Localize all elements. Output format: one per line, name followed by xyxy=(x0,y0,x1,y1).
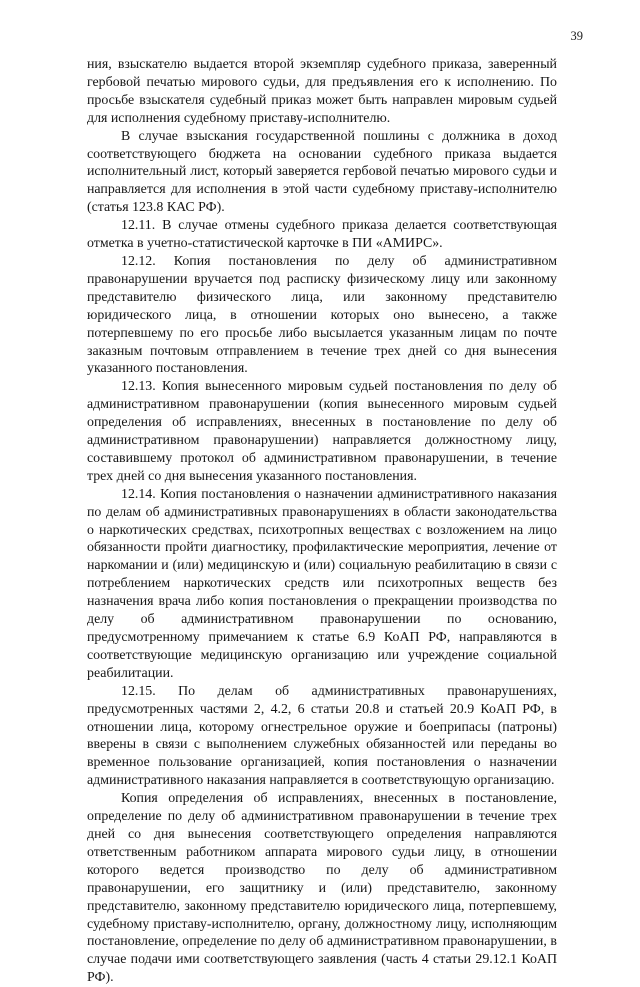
paragraph-12-13: 12.13. Копия вынесенного мировым судьей постановления по делу об административном правонарушении (копия вынесенного мировым судьей определения об исправлениях, внесенных в постановление по делу об административном правонарушении) направляется должностному лицу, составившему протокол об административном правонарушении, в течение трех дней со дня вынесения указанного постановления. xyxy=(87,379,557,484)
page-number: 39 xyxy=(570,29,583,43)
paragraph-12-12: 12.12. Копия постановления по делу об административном правонарушении вручается под расписку физическому лицу или законному представителю физического лица, или законному представителю юридического лица, в отношении которых оно вынесено, а также потерпевшему по его просьбе либо высылается указанным лицам по почте заказным почтовым отправлением в течение трех дней со дня вынесения указанного постановления. xyxy=(87,253,557,377)
paragraph-continuation: ния, взыскателю выдается второй экземпляр судебного приказа, заверенный гербовой печатью мирового судьи, для предъявления его к исполнению. По просьбе взыскателя судебный приказ может быть направлен мировым судьей для исполнения судебному приставу-исполнителю. xyxy=(87,57,557,126)
paragraph-12-11: 12.11. В случае отмены судебного приказа делается соответствующая отметка в учетно-статистической карточке в ПИ «АМИРС». xyxy=(87,218,557,252)
paragraph-12-15: 12.15. По делам об административных правонарушениях, предусмотренных частями 2, 4.2, 6 статьи 20.8 и статьей 20.9 КоАП РФ, в отношении лица, которому огнестрельное оружие и боеприпасы (патроны) вверены в связи с выполнением служебных обязанностей или переданы во временное пользование организацией, копия постановления о назначении административного наказания направляется в соответствующую организацию. xyxy=(87,683,557,789)
paragraph-corrections: Копия определения об исправлениях, внесенных в постановление, определение по делу об административном правонарушении в течение трех дней со дня вынесения соответствующего определения направляются ответственным работником аппарата мирового судьи лицу, в отношении которого ведется производство по делу об административном правонарушении, его защитнику и (или) представителю, законному представителю, законному представителю юридического лица, потерпевшему, судебному приставу-исполнителю, органу, должностному лицу, исполняющим постановление, определение по делу об административном правонарушении, в случае подачи ими соответствующего заявления (часть 4 статьи 29.12.1 КоАП РФ). xyxy=(87,791,557,986)
paragraph-state-duty: В случае взыскания государственной пошлины с должника в доход соответствующего бюджета на основании судебного приказа выдается исполнительный лист, который заверяется гербовой печатью мирового судьи и направляется для исполнения в этой части судебному приставу-исполнителю (статья 123.8 КАС РФ). xyxy=(87,128,557,216)
document-body xyxy=(87,56,557,987)
paragraph-12-14: 12.14. Копия постановления о назначении административного наказания по делам об административных правонарушениях в области законодательства о наркотических средствах, психотропных веществах с возложением на лицо обязанности пройти диагностику, профилактические мероприятия, лечение от наркомании и (или) медицинскую и (или) социальную реабилитацию в связи с потреблением наркотических средств или психотропных веществ без назначения врача либо копия постановления о прекращении производства по делу об административном правонарушении по основанию, предусмотренному примечанием к статье 6.9 КоАП РФ, направляются в соответствующие медицинскую организацию или учреждение социальной реабилитации. xyxy=(87,486,557,681)
